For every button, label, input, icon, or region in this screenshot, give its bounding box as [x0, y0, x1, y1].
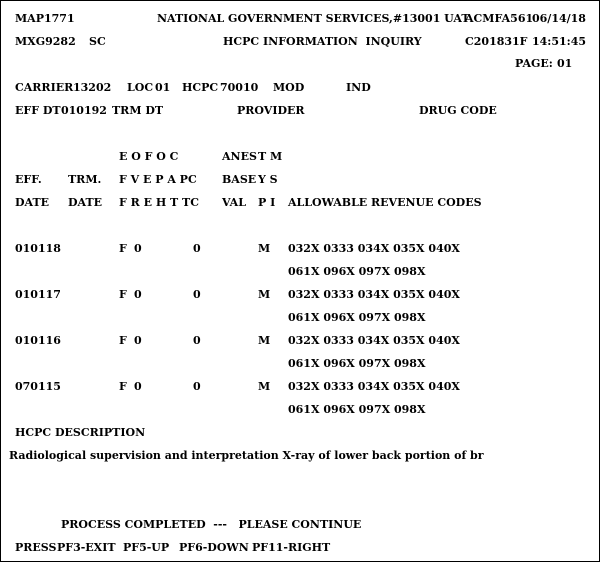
function-key-prompt: PRESS: [15, 541, 57, 554]
carrier-label: CARRIER: [15, 81, 74, 94]
screen-id: ACMFA561: [465, 12, 534, 25]
row-revenue-codes-1: 032X 0333 034X 035X 040X: [288, 380, 460, 393]
eff-dt-label: EFF DT: [15, 104, 61, 117]
header-eff: EFF.: [15, 173, 42, 186]
row-revenue-codes-2: 061X 096X 097X 098X: [288, 357, 426, 370]
row-flag-o: 0: [134, 242, 142, 255]
description-label: HCPC DESCRIPTION: [15, 426, 146, 439]
loc-field[interactable]: 01: [155, 81, 171, 94]
header-val: VAL: [222, 196, 246, 209]
row-revenue-codes-2: 061X 096X 097X 098X: [288, 311, 426, 324]
row-eff-date: 010116: [15, 334, 61, 347]
screen-title: HCPC INFORMATION INQUIRY: [223, 35, 422, 48]
row-type: M: [258, 380, 271, 393]
header-base: BASE: [222, 173, 257, 186]
row-type: M: [258, 288, 271, 301]
row-pc-tc: 0: [193, 288, 201, 301]
header-flags-line2: F V E P A PC: [119, 173, 197, 186]
hcpc-field[interactable]: 70010: [220, 81, 259, 94]
row-pc-tc: 0: [193, 242, 201, 255]
page-label: PAGE:: [515, 57, 553, 70]
header-date: 06/14/18: [532, 12, 586, 25]
eff-dt-field[interactable]: 010192: [61, 104, 107, 117]
row-flag-f: F: [119, 242, 127, 255]
carrier-field[interactable]: 13202: [73, 81, 112, 94]
header-flags-line1: E O F O C: [119, 150, 179, 163]
user-id: MXG9282: [15, 35, 76, 48]
hcpc-label: HCPC: [182, 81, 219, 94]
header-date-trm: DATE: [68, 196, 103, 209]
header-allowable: ALLOWABLE REVENUE CODES: [288, 196, 482, 209]
header-pi: P I: [258, 196, 276, 209]
row-flag-o: 0: [134, 380, 142, 393]
row-flag-f: F: [119, 334, 127, 347]
ind-label: IND: [346, 81, 371, 94]
row-revenue-codes-1: 032X 0333 034X 035X 040X: [288, 242, 460, 255]
trm-dt-label: TRM DT: [112, 104, 164, 117]
row-flag-f: F: [119, 288, 127, 301]
mode-indicator: SC: [89, 35, 106, 48]
pf6-down-key[interactable]: PF6-DOWN: [179, 541, 249, 554]
header-anes: ANES: [222, 150, 257, 163]
row-revenue-codes-1: 032X 0333 034X 035X 040X: [288, 288, 460, 301]
program-id: MAP1771: [15, 12, 75, 25]
loc-label: LOC: [127, 81, 154, 94]
header-time: 14:51:45: [532, 35, 587, 48]
pf5-up-key[interactable]: PF5-UP: [123, 541, 170, 554]
mod-label: MOD: [273, 81, 305, 94]
header-tm: T M: [258, 150, 283, 163]
row-flag-f: F: [119, 380, 127, 393]
row-revenue-codes-2: 061X 096X 097X 098X: [288, 265, 426, 278]
drug-code-label: DRUG CODE: [419, 104, 497, 117]
row-eff-date: 010118: [15, 242, 61, 255]
description-text: Radiological supervision and interpretation X-ray of lower back portion of br: [9, 449, 484, 462]
terminal-id: C201831F: [465, 35, 528, 48]
status-message: PROCESS COMPLETED --- PLEASE CONTINUE: [61, 518, 362, 531]
row-pc-tc: 0: [193, 334, 201, 347]
header-flags-line3: F R E H T TC: [119, 196, 200, 209]
row-pc-tc: 0: [193, 380, 201, 393]
provider-label: PROVIDER: [237, 104, 305, 117]
row-type: M: [258, 242, 271, 255]
row-revenue-codes-2: 061X 096X 097X 098X: [288, 403, 426, 416]
row-eff-date: 010117: [15, 288, 61, 301]
header-ys: Y S: [258, 173, 278, 186]
row-type: M: [258, 334, 271, 347]
row-flag-o: 0: [134, 334, 142, 347]
pf11-right-key[interactable]: PF11-RIGHT: [252, 541, 331, 554]
row-revenue-codes-1: 032X 0333 034X 035X 040X: [288, 334, 460, 347]
header-trm: TRM.: [68, 173, 102, 186]
system-title: NATIONAL GOVERNMENT SERVICES,#13001 UAT: [157, 12, 470, 25]
row-eff-date: 070115: [15, 380, 61, 393]
pf3-exit-key[interactable]: PF3-EXIT: [57, 541, 116, 554]
row-flag-o: 0: [134, 288, 142, 301]
header-date-eff: DATE: [15, 196, 50, 209]
page-number: 01: [557, 57, 573, 70]
